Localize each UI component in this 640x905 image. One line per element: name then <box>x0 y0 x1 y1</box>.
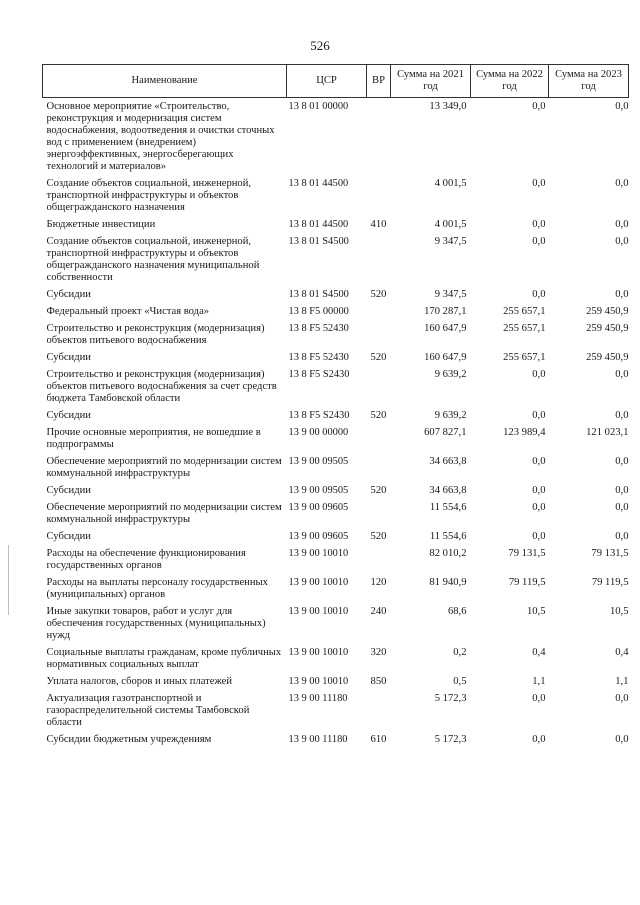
row-vr <box>367 369 391 410</box>
row-sum-2023: 259 450,9 <box>586 306 629 317</box>
row-sum-2022: 0,0 <box>532 734 546 745</box>
row-sum-2023: 0,0 <box>615 178 629 189</box>
table-row <box>43 485 629 502</box>
row-sum-2021: 9 347,5 <box>434 236 467 247</box>
row-sum-2022: 0,0 <box>532 531 546 542</box>
row-sum-2022: 79 119,5 <box>508 577 546 588</box>
table-row <box>43 352 629 369</box>
row-name: Обеспечение мероприятий по модернизации систем коммунальной инфраструктуры <box>46 456 282 479</box>
row-name: Субсидии <box>46 352 91 363</box>
row-sum-2021: 607 827,1 <box>424 427 467 438</box>
table-row <box>43 734 629 751</box>
row-csr: 13 8 01 44500 <box>288 178 349 189</box>
row-sum-2022: 79 131,5 <box>508 548 546 559</box>
row-sum-2022: 255 657,1 <box>503 323 546 334</box>
row-name: Основное мероприятие «Строительство, реконструкция и модернизация систем водоснабжения, водоотведения и очистки сточных вод с применением (внедрением) энергоэффективных, энергосберегающих технологий и материалов» <box>46 101 275 172</box>
row-sum-2023: 0,0 <box>615 485 629 496</box>
header-name: Наименование <box>43 65 287 98</box>
row-csr: 13 8 F5 S2430 <box>288 369 350 380</box>
row-csr: 13 9 00 11180 <box>288 734 348 745</box>
row-sum-2022: 0,0 <box>532 178 546 189</box>
row-sum-2021: 34 663,8 <box>429 456 467 467</box>
row-vr <box>367 456 391 485</box>
row-sum-2023: 0,0 <box>615 531 629 542</box>
row-sum-2023: 79 119,5 <box>591 577 629 588</box>
row-sum-2021: 4 001,5 <box>434 219 467 230</box>
row-csr: 13 8 F5 52430 <box>288 352 349 363</box>
row-csr: 13 8 F5 S2430 <box>288 410 350 421</box>
row-sum-2021: 13 349,0 <box>429 101 467 112</box>
row-sum-2022: 1,1 <box>532 676 546 687</box>
row-sum-2022: 0,0 <box>532 485 546 496</box>
table-row <box>43 548 629 577</box>
row-name: Расходы на обеспечение функционирования государственных органов <box>46 548 246 571</box>
table-row <box>43 577 629 606</box>
row-sum-2023: 10,5 <box>609 606 629 617</box>
row-sum-2021: 0,2 <box>453 647 467 658</box>
row-sum-2022: 0,0 <box>532 101 546 112</box>
row-sum-2022: 0,0 <box>532 289 546 300</box>
row-sum-2022: 0,0 <box>532 219 546 230</box>
row-name: Субсидии бюджетным учреждениям <box>46 734 212 745</box>
table-row <box>43 323 629 352</box>
row-sum-2023: 0,0 <box>615 734 629 745</box>
row-sum-2023: 0,0 <box>615 219 629 230</box>
table-row <box>43 236 629 289</box>
row-csr: 13 9 00 10010 <box>288 647 349 658</box>
table-row <box>43 531 629 548</box>
row-name: Социальные выплаты гражданам, кроме публичных нормативных социальных выплат <box>46 647 282 670</box>
row-name: Обеспечение мероприятий по модернизации систем коммунальной инфраструктуры <box>46 502 282 525</box>
table-row <box>43 98 629 179</box>
row-csr: 13 8 01 44500 <box>288 219 349 230</box>
row-sum-2021: 4 001,5 <box>434 178 467 189</box>
row-sum-2022: 0,0 <box>532 693 546 704</box>
row-vr: 320 <box>370 647 387 658</box>
row-sum-2022: 123 989,4 <box>503 427 546 438</box>
row-csr: 13 9 00 09505 <box>288 456 349 467</box>
row-name: Субсидии <box>46 531 91 542</box>
row-sum-2022: 0,0 <box>532 502 546 513</box>
table-row <box>43 306 629 323</box>
row-sum-2023: 79 131,5 <box>591 548 629 559</box>
row-sum-2023: 0,0 <box>615 101 629 112</box>
row-sum-2021: 9 639,2 <box>434 410 467 421</box>
row-sum-2023: 0,0 <box>615 236 629 247</box>
row-csr: 13 8 01 S4500 <box>288 289 349 300</box>
row-sum-2021: 9 639,2 <box>434 369 467 380</box>
table-row <box>43 178 629 219</box>
budget-table <box>42 64 629 751</box>
row-name: Бюджетные инвестиции <box>46 219 156 230</box>
table-row <box>43 369 629 410</box>
row-sum-2023: 1,1 <box>615 676 629 687</box>
row-name: Прочие основные мероприятия, не вошедшие в подпрограммы <box>46 427 261 450</box>
row-sum-2021: 160 647,9 <box>424 323 467 334</box>
table-row <box>43 606 629 647</box>
page-number: 526 <box>310 38 330 53</box>
header-sum-2023: Сумма на 2023 год <box>549 65 629 98</box>
header-sum-2022: Сумма на 2022 год <box>471 65 549 98</box>
row-vr: 520 <box>370 352 387 363</box>
row-sum-2021: 68,6 <box>447 606 467 617</box>
margin-mark <box>8 545 9 615</box>
row-csr: 13 9 00 10010 <box>288 606 349 617</box>
row-sum-2021: 11 554,6 <box>429 531 467 542</box>
row-sum-2021: 9 347,5 <box>434 289 467 300</box>
row-sum-2021: 5 172,3 <box>434 693 467 704</box>
table-header <box>43 65 629 98</box>
row-sum-2021: 34 663,8 <box>429 485 467 496</box>
row-sum-2022: 0,0 <box>532 456 546 467</box>
row-name: Расходы на выплаты персоналу государственных (муниципальных) органов <box>46 577 268 600</box>
table-row <box>43 289 629 306</box>
header-csr: ЦСР <box>287 65 367 98</box>
row-vr: 520 <box>370 485 387 496</box>
header-vr: ВР <box>367 65 391 98</box>
row-vr <box>367 178 391 219</box>
row-vr: 850 <box>370 676 387 687</box>
row-csr: 13 9 00 00000 <box>288 427 349 438</box>
row-sum-2021: 0,5 <box>453 676 467 687</box>
row-sum-2021: 11 554,6 <box>429 502 467 513</box>
row-sum-2022: 0,0 <box>532 236 546 247</box>
row-name: Субсидии <box>46 485 91 496</box>
row-name: Актуализация газотранспортной и газораспределительной системы Тамбовской области <box>46 693 250 728</box>
row-vr <box>367 693 391 734</box>
row-sum-2022: 10,5 <box>526 606 546 617</box>
row-sum-2023: 0,0 <box>615 410 629 421</box>
row-vr <box>367 502 391 531</box>
row-sum-2022: 0,0 <box>532 369 546 380</box>
row-csr: 13 9 00 11180 <box>288 693 348 704</box>
row-sum-2022: 0,4 <box>532 647 546 658</box>
row-csr: 13 8 F5 52430 <box>288 323 349 334</box>
row-vr: 520 <box>370 531 387 542</box>
row-sum-2023: 259 450,9 <box>586 323 629 334</box>
row-sum-2023: 0,0 <box>615 369 629 380</box>
row-sum-2021: 170 287,1 <box>424 306 467 317</box>
row-sum-2023: 0,0 <box>615 289 629 300</box>
row-csr: 13 9 00 10010 <box>288 577 349 588</box>
row-csr: 13 9 00 10010 <box>288 676 349 687</box>
row-name: Создание объектов социальной, инженерной, транспортной инфраструктуры и объектов общегражданского назначения <box>46 178 252 213</box>
row-vr: 520 <box>370 410 387 421</box>
table-row <box>43 427 629 456</box>
row-sum-2023: 259 450,9 <box>586 352 629 363</box>
row-sum-2021: 160 647,9 <box>424 352 467 363</box>
table-row <box>43 647 629 676</box>
row-sum-2023: 0,4 <box>615 647 629 658</box>
row-csr: 13 8 01 S4500 <box>288 236 349 247</box>
row-vr: 120 <box>370 577 387 588</box>
row-csr: 13 8 F5 00000 <box>288 306 349 317</box>
row-vr <box>367 427 391 456</box>
row-csr: 13 9 00 09605 <box>288 531 349 542</box>
row-sum-2023: 121 023,1 <box>586 427 629 438</box>
row-sum-2021: 81 940,9 <box>429 577 467 588</box>
row-vr <box>367 98 391 179</box>
row-vr: 520 <box>370 289 387 300</box>
row-vr: 410 <box>370 219 387 230</box>
row-vr <box>367 306 391 323</box>
table-body <box>43 98 629 752</box>
table-row <box>43 693 629 734</box>
row-vr <box>367 236 391 289</box>
table-row <box>43 676 629 693</box>
row-name: Иные закупки товаров, работ и услуг для обеспечения государственных (муниципальных) нужд <box>46 606 266 641</box>
row-sum-2022: 0,0 <box>532 410 546 421</box>
row-csr: 13 9 00 09605 <box>288 502 349 513</box>
row-vr <box>367 323 391 352</box>
table-row <box>43 219 629 236</box>
row-vr <box>367 548 391 577</box>
row-name: Уплата налогов, сборов и иных платежей <box>46 676 233 687</box>
row-name: Строительство и реконструкция (модернизация) объектов питьевого водоснабжения <box>46 323 265 346</box>
row-name: Строительство и реконструкция (модернизация) объектов питьевого водоснабжения за счет средств бюджета Тамбовской области <box>46 369 277 404</box>
row-name: Субсидии <box>46 289 91 300</box>
row-name: Федеральный проект «Чистая вода» <box>46 306 210 317</box>
row-sum-2023: 0,0 <box>615 502 629 513</box>
table-row <box>43 410 629 427</box>
table-row <box>43 502 629 531</box>
row-name: Субсидии <box>46 410 91 421</box>
row-sum-2023: 0,0 <box>615 456 629 467</box>
row-sum-2022: 255 657,1 <box>503 352 546 363</box>
row-name: Создание объектов социальной, инженерной, транспортной инфраструктуры и объектов общегражданского назначения муниципальной собственности <box>46 236 260 283</box>
row-vr: 610 <box>370 734 387 745</box>
row-sum-2022: 255 657,1 <box>503 306 546 317</box>
row-csr: 13 9 00 09505 <box>288 485 349 496</box>
row-vr: 240 <box>370 606 387 617</box>
table-row <box>43 456 629 485</box>
row-sum-2023: 0,0 <box>615 693 629 704</box>
header-sum-2021: Сумма на 2021 год <box>391 65 471 98</box>
row-csr: 13 9 00 10010 <box>288 548 349 559</box>
row-sum-2021: 5 172,3 <box>434 734 467 745</box>
row-csr: 13 8 01 00000 <box>288 101 349 112</box>
row-sum-2021: 82 010,2 <box>429 548 467 559</box>
